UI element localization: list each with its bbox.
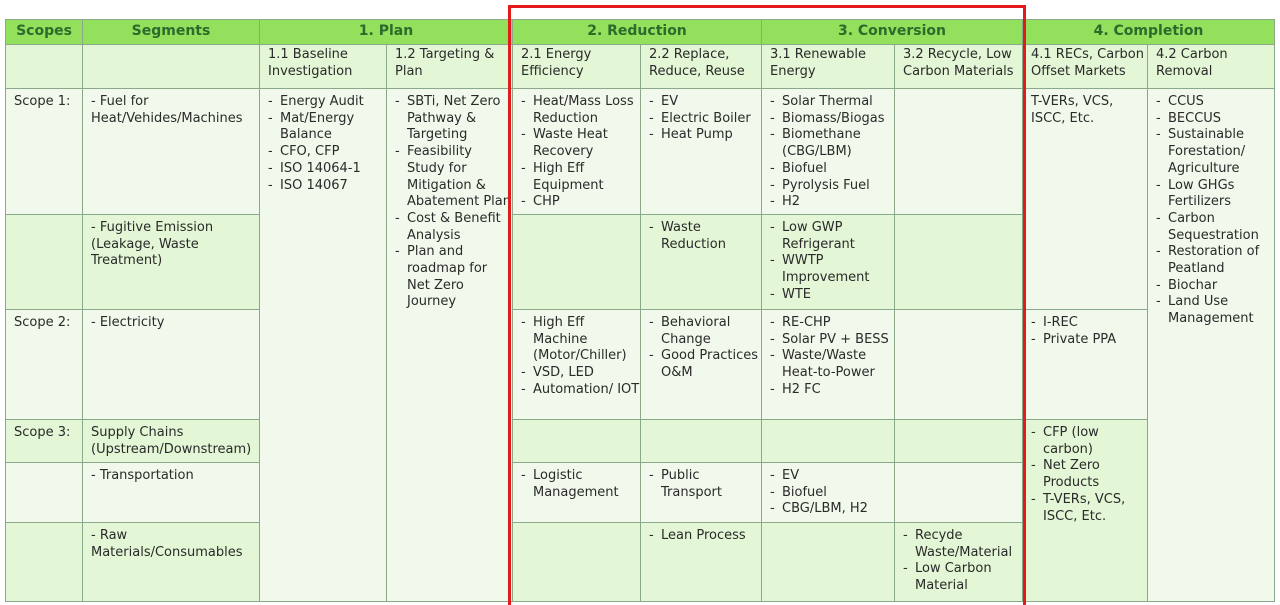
list-item: - CFP (low carbon) [1031, 425, 1147, 458]
subheader-renewable-energy: 3.1 Renewable Energy [761, 44, 895, 89]
list-item: - I-REC [1031, 315, 1147, 332]
segment-fuel: - Fuel for Heat/Vehides/Machines [82, 88, 260, 215]
list-item: - CFO, CFP [268, 144, 386, 161]
renewable-fuel [761, 88, 895, 215]
replace-electricity [640, 309, 762, 420]
replace-fugitive [640, 214, 762, 310]
segment-electricity: - Electricity [82, 309, 260, 420]
subheader-targeting: 1.2 Targeting & Plan [386, 44, 513, 89]
list-item: - Logistic Management [521, 468, 640, 501]
list-item: - Recyde Waste/Material [903, 528, 1022, 561]
header-conversion: 3. Conversion [761, 19, 1023, 45]
list-item: - RE-CHP [770, 315, 894, 332]
energy-efficiency-transport [512, 462, 641, 523]
list-item: - Heat/Mass Loss Reduction [521, 94, 640, 127]
energy-efficiency-supply [512, 419, 641, 463]
list-item: - Automation/ IOT [521, 382, 640, 399]
list-item: - Carbon Sequestration [1156, 211, 1274, 244]
list-item: - ISO 14067 [268, 178, 386, 195]
recycle-transport [894, 462, 1023, 523]
subheader-recycle: 3.2 Recycle, Low Carbon Materials [894, 44, 1023, 89]
header-segments: Segments [82, 19, 260, 45]
scope-3-continued [5, 462, 83, 523]
segment-raw-materials: - Raw Materials/Consumables [82, 522, 260, 602]
list-item: - Behavioral Change [649, 315, 761, 348]
header-plan: 1. Plan [259, 19, 513, 45]
list-item: - H2 FC [770, 382, 894, 399]
list [641, 310, 761, 382]
subheader-scopes-empty [5, 44, 83, 89]
list [513, 89, 640, 211]
list-item: - Net Zero Products [1031, 458, 1147, 491]
list-item: - Biofuel [770, 485, 894, 502]
list-item: - Good Practices O&M [649, 348, 761, 381]
renewable-supply [761, 419, 895, 463]
list [513, 310, 640, 399]
recycle-fuel [894, 88, 1023, 215]
list-item: - Waste Reduction [649, 220, 761, 253]
list-item: - Biochar [1156, 278, 1274, 295]
list-item: - Cost & Benefit Analysis [395, 211, 512, 244]
segment-transportation: - Transportation [82, 462, 260, 523]
list [762, 463, 894, 518]
list-item: - Low GWP Refrigerant [770, 220, 894, 253]
targeting-plan-cell [386, 88, 513, 602]
baseline-list [260, 89, 386, 194]
list [762, 89, 894, 211]
list-item: - Solar PV + BESS [770, 332, 894, 349]
list-item: - Lean Process [649, 528, 761, 545]
list-item: - EV [770, 468, 894, 485]
list-item: - Energy Audit [268, 94, 386, 111]
list-item: - Land Use Management [1156, 294, 1274, 327]
list-item: - Mat/Energy Balance [268, 111, 386, 144]
energy-efficiency-fuel [512, 88, 641, 215]
list [641, 89, 761, 144]
renewable-fugitive [761, 214, 895, 310]
recycle-electricity [894, 309, 1023, 420]
list-item: - Public Transport [649, 468, 761, 501]
renewable-transport [761, 462, 895, 523]
list-item: - High Eff Equipment [521, 161, 640, 194]
list-item: - Plan and roadmap for Net Zero Journey [395, 244, 512, 311]
subheader-replace-reduce-reuse: 2.2 Replace, Reduce, Reuse [640, 44, 762, 89]
list-item: - High Eff Machine (Motor/Chiller) [521, 315, 640, 365]
subheader-baseline: 1.1 Baseline Investigation [259, 44, 387, 89]
list-item: - Sustainable Forestation/ Agriculture [1156, 127, 1274, 177]
header-reduction: 2. Reduction [512, 19, 762, 45]
segment-supply-chains: Supply Chains (Upstream/Downstream) [82, 419, 260, 463]
list-item: - T-VERs, VCS, ISCC, Etc. [1031, 492, 1147, 525]
energy-efficiency-electricity [512, 309, 641, 420]
renewable-raw [761, 522, 895, 602]
replace-fuel [640, 88, 762, 215]
header-scopes: Scopes [5, 19, 83, 45]
list-item: - Low GHGs Fertilizers [1156, 178, 1274, 211]
list-item: - Pyrolysis Fuel [770, 178, 894, 195]
subheader-recs: 4.1 RECs, Carbon Offset Markets [1022, 44, 1148, 89]
list [641, 523, 761, 545]
renewable-electricity [761, 309, 895, 420]
recs-scope-1: T-VERs, VCS, ISCC, Etc. [1022, 88, 1148, 310]
list [762, 310, 894, 399]
energy-efficiency-fugitive [512, 214, 641, 310]
list-item: - Heat Pump [649, 127, 761, 144]
list-item: - VSD, LED [521, 365, 640, 382]
list-item: - Biomethane (CBG/LBM) [770, 127, 894, 160]
subheader-segments-empty [82, 44, 260, 89]
list [762, 215, 894, 304]
list-item: - EV [649, 94, 761, 111]
list-item: - CHP [521, 194, 640, 211]
replace-transport [640, 462, 762, 523]
list-item: - BECCUS [1156, 111, 1274, 128]
list-item: - Biofuel [770, 161, 894, 178]
list-item: - Restoration of Peatland [1156, 244, 1274, 277]
list-item: - Feasibility Study for Mitigation & Abatement Plan [395, 144, 512, 211]
list-item: - WWTP Improvement [770, 253, 894, 286]
targeting-list [387, 89, 512, 311]
scope-1-continued [5, 214, 83, 310]
list-item: - WTE [770, 287, 894, 304]
list-item: - Biomass/Biogas [770, 111, 894, 128]
list-item: - H2 [770, 194, 894, 211]
recs-scope-2 [1022, 309, 1148, 420]
list-item: - Waste/Waste Heat-to-Power [770, 348, 894, 381]
scope-3-label: Scope 3: [5, 419, 83, 463]
energy-efficiency-raw [512, 522, 641, 602]
recycle-supply [894, 419, 1023, 463]
recycle-fugitive [894, 214, 1023, 310]
list [1148, 89, 1274, 328]
list-item: - SBTi, Net Zero Pathway & Targeting [395, 94, 512, 144]
recycle-raw [894, 522, 1023, 602]
list [1023, 420, 1147, 525]
carbon-removal-cell [1147, 88, 1275, 602]
subheader-energy-efficiency: 2.1 Energy Efficiency [512, 44, 641, 89]
scope-2-label: Scope 2: [5, 309, 83, 420]
list-item: - Solar Thermal [770, 94, 894, 111]
replace-supply [640, 419, 762, 463]
baseline-investigation-cell [259, 88, 387, 602]
list [641, 463, 761, 501]
replace-raw [640, 522, 762, 602]
subheader-carbon-removal: 4.2 Carbon Removal [1147, 44, 1275, 89]
list-item: - Private PPA [1031, 332, 1147, 349]
scope-3-continued-2 [5, 522, 83, 602]
header-completion: 4. Completion [1022, 19, 1275, 45]
list [641, 215, 761, 253]
list-item: - Low Carbon Material [903, 561, 1022, 594]
list-item: - CBG/LBM, H2 [770, 501, 894, 518]
list-item: - CCUS [1156, 94, 1274, 111]
list [895, 523, 1022, 595]
list [1023, 310, 1147, 348]
list-item: - Waste Heat Recovery [521, 127, 640, 160]
recs-scope-3 [1022, 419, 1148, 602]
list-item: - ISO 14064-1 [268, 161, 386, 178]
list [513, 463, 640, 501]
scope-1-label: Scope 1: [5, 88, 83, 215]
segment-fugitive-emission: - Fugitive Emission (Leakage, Waste Treatment) [82, 214, 260, 310]
list-item: - Electric Boiler [649, 111, 761, 128]
